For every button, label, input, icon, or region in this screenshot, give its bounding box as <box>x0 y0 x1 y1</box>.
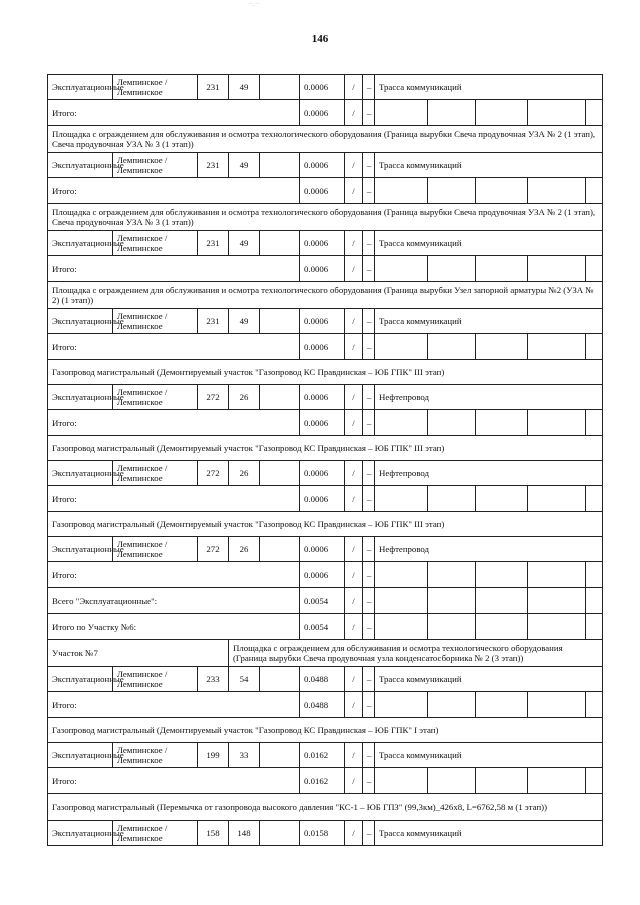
empty-cell <box>375 692 428 718</box>
dash-cell: – <box>363 768 375 794</box>
slash-cell: / <box>345 743 363 768</box>
empty-cell <box>260 537 300 562</box>
empty-cell <box>586 562 603 588</box>
area-cell: 0.0158 <box>300 821 345 846</box>
empty-cell <box>260 461 300 486</box>
data-row <box>48 537 603 562</box>
dash-cell: – <box>363 743 375 768</box>
slash-cell: / <box>345 692 363 718</box>
empty-cell <box>375 768 428 794</box>
total-label: Итого: <box>48 410 300 436</box>
empty-cell <box>260 743 300 768</box>
slash-cell: / <box>345 537 363 562</box>
category-cell: Эксплуатационные <box>48 153 113 178</box>
total-row <box>48 562 603 588</box>
slash-cell: / <box>345 486 363 512</box>
location-cell: Лемпинское / Лемпинское <box>113 537 198 562</box>
empty-cell <box>428 692 476 718</box>
section-cell: 49 <box>229 309 260 334</box>
total-row <box>48 768 603 794</box>
section-cell: 54 <box>229 667 260 692</box>
area-cell: 0.0006 <box>300 334 345 360</box>
total-row <box>48 100 603 126</box>
dash-cell: – <box>363 537 375 562</box>
slash-cell: / <box>345 385 363 410</box>
total-label: Итого: <box>48 334 300 360</box>
purpose-cell: Трасса коммуникаций <box>375 667 603 692</box>
area-cell: 0.0054 <box>300 614 345 640</box>
quarter-cell: 231 <box>198 153 229 178</box>
section-title: Площадка с ограждением для обслуживания и осмотра технологического оборудования (Граница вырубки Свеча продувочная УЗА № 2 (1 этап), Свеча продувочная УЗА № 3 (1 этап)) <box>48 126 603 153</box>
scan-noise: ˙˙·˙˙ <box>248 2 260 10</box>
empty-cell <box>260 821 300 846</box>
slash-cell: / <box>345 309 363 334</box>
total-label: Итого: <box>48 768 300 794</box>
location-cell: Лемпинское / Лемпинское <box>113 309 198 334</box>
empty-cell <box>260 231 300 256</box>
section-cell: 49 <box>229 231 260 256</box>
dash-cell: – <box>363 153 375 178</box>
location-cell: Лемпинское / Лемпинское <box>113 461 198 486</box>
category-cell: Эксплуатационные <box>48 231 113 256</box>
category-cell: Эксплуатационные <box>48 821 113 846</box>
section-cell: 49 <box>229 75 260 100</box>
location-cell: Лемпинское / Лемпинское <box>113 153 198 178</box>
dash-cell: – <box>363 461 375 486</box>
area-cell: 0.0162 <box>300 768 345 794</box>
purpose-cell: Нефтепровод <box>375 385 603 410</box>
empty-cell <box>528 178 586 204</box>
empty-cell <box>586 486 603 512</box>
category-cell: Эксплуатационные <box>48 537 113 562</box>
slash-cell: / <box>345 410 363 436</box>
purpose-cell: Трасса коммуникаций <box>375 153 603 178</box>
empty-cell <box>375 100 428 126</box>
empty-cell <box>528 256 586 282</box>
total-label: Итого: <box>48 692 300 718</box>
section-title: Газопровод магистральный (Демонтируемый участок "Газопровод КС Правдинская – ЮБ ГПК" III этап) <box>48 360 603 385</box>
section-header-row <box>48 204 603 231</box>
data-row <box>48 231 603 256</box>
dash-cell: – <box>363 562 375 588</box>
empty-cell <box>476 100 528 126</box>
empty-cell <box>528 486 586 512</box>
section-header-row <box>48 794 603 821</box>
location-cell: Лемпинское / Лемпинское <box>113 385 198 410</box>
empty-cell <box>476 692 528 718</box>
slash-cell: / <box>345 614 363 640</box>
purpose-cell: Трасса коммуникаций <box>375 75 603 100</box>
empty-cell <box>428 486 476 512</box>
quarter-cell: 158 <box>198 821 229 846</box>
empty-cell <box>586 178 603 204</box>
area-cell: 0.0054 <box>300 588 345 614</box>
section-title: Газопровод магистральный (Демонтируемый участок "Газопровод КС Правдинская – ЮБ ГПК" III этап) <box>48 436 603 461</box>
empty-cell <box>375 614 428 640</box>
empty-cell <box>528 768 586 794</box>
dash-cell: – <box>363 100 375 126</box>
area-cell: 0.0006 <box>300 256 345 282</box>
empty-cell <box>428 178 476 204</box>
area-cell: 0.0006 <box>300 231 345 256</box>
slash-cell: / <box>345 334 363 360</box>
empty-cell <box>528 588 586 614</box>
dash-cell: – <box>363 385 375 410</box>
total-row <box>48 334 603 360</box>
quarter-cell: 233 <box>198 667 229 692</box>
empty-cell <box>586 692 603 718</box>
empty-cell <box>428 588 476 614</box>
empty-cell <box>375 178 428 204</box>
slash-cell: / <box>345 461 363 486</box>
plot-header-row <box>48 640 603 667</box>
empty-cell <box>375 562 428 588</box>
empty-cell <box>476 410 528 436</box>
category-cell: Эксплуатационные <box>48 461 113 486</box>
empty-cell <box>476 486 528 512</box>
empty-cell <box>528 614 586 640</box>
purpose-cell: Трасса коммуникаций <box>375 309 603 334</box>
empty-cell <box>428 768 476 794</box>
area-cell: 0.0006 <box>300 385 345 410</box>
empty-cell <box>586 100 603 126</box>
location-cell: Лемпинское / Лемпинское <box>113 667 198 692</box>
section-cell: 33 <box>229 743 260 768</box>
empty-cell <box>260 667 300 692</box>
data-row <box>48 461 603 486</box>
area-cell: 0.0006 <box>300 75 345 100</box>
section-header-row <box>48 126 603 153</box>
area-cell: 0.0488 <box>300 667 345 692</box>
empty-cell <box>428 100 476 126</box>
empty-cell <box>586 614 603 640</box>
category-cell: Эксплуатационные <box>48 309 113 334</box>
section-header-row <box>48 512 603 537</box>
empty-cell <box>476 588 528 614</box>
empty-cell <box>375 256 428 282</box>
category-cell: Эксплуатационные <box>48 75 113 100</box>
slash-cell: / <box>345 256 363 282</box>
quarter-cell: 272 <box>198 461 229 486</box>
data-row <box>48 153 603 178</box>
dash-cell: – <box>363 309 375 334</box>
land-plot-table <box>47 74 603 846</box>
section-title: Газопровод магистральный (Демонтируемый участок "Газопровод КС Правдинская – ЮБ ГПК" III этап) <box>48 512 603 537</box>
section-title: Площадка с ограждением для обслуживания и осмотра технологического оборудования (Граница вырубки Свеча продувочная УЗА № 2 (1 этап), Свеча продувочная УЗА № 3 (1 этап)) <box>48 204 603 231</box>
empty-cell <box>528 410 586 436</box>
slash-cell: / <box>345 75 363 100</box>
dash-cell: – <box>363 334 375 360</box>
section-cell: 49 <box>229 153 260 178</box>
empty-cell <box>476 334 528 360</box>
page-number: 146 <box>311 33 329 45</box>
location-cell: Лемпинское / Лемпинское <box>113 821 198 846</box>
total-row <box>48 486 603 512</box>
total-label: Итого по Участку №6: <box>48 614 300 640</box>
total-row <box>48 614 603 640</box>
total-label: Итого: <box>48 486 300 512</box>
area-cell: 0.0006 <box>300 309 345 334</box>
data-row <box>48 75 603 100</box>
section-header-row <box>48 282 603 309</box>
empty-cell <box>375 410 428 436</box>
slash-cell: / <box>345 100 363 126</box>
total-label: Итого: <box>48 100 300 126</box>
empty-cell <box>428 256 476 282</box>
empty-cell <box>428 614 476 640</box>
purpose-cell: Нефтепровод <box>375 461 603 486</box>
total-row <box>48 410 603 436</box>
empty-cell <box>476 768 528 794</box>
area-cell: 0.0006 <box>300 100 345 126</box>
area-cell: 0.0162 <box>300 743 345 768</box>
section-title: Газопровод магистральный (Перемычка от газопровода высокого давления "КС-1 – ЮБ ГПЗ" (99,3км)_426х8, L=6762,58 м (1 этап)) <box>48 794 603 821</box>
data-row <box>48 309 603 334</box>
dash-cell: – <box>363 486 375 512</box>
section-cell: 26 <box>229 461 260 486</box>
slash-cell: / <box>345 768 363 794</box>
empty-cell <box>476 562 528 588</box>
area-cell: 0.0006 <box>300 562 345 588</box>
data-row <box>48 821 603 846</box>
dash-cell: – <box>363 75 375 100</box>
total-row <box>48 256 603 282</box>
area-cell: 0.0006 <box>300 178 345 204</box>
empty-cell <box>375 334 428 360</box>
section-header-row <box>48 436 603 461</box>
purpose-cell: Трасса коммуникаций <box>375 231 603 256</box>
empty-cell <box>260 385 300 410</box>
empty-cell <box>260 309 300 334</box>
slash-cell: / <box>345 231 363 256</box>
dash-cell: – <box>363 821 375 846</box>
slash-cell: / <box>345 153 363 178</box>
plot-label: Участок №7 <box>48 640 229 667</box>
empty-cell <box>528 334 586 360</box>
section-cell: 26 <box>229 385 260 410</box>
slash-cell: / <box>345 821 363 846</box>
empty-cell <box>476 256 528 282</box>
quarter-cell: 231 <box>198 231 229 256</box>
section-title: Газопровод магистральный (Демонтируемый участок "Газопровод КС Правдинская – ЮБ ГПК" I этап) <box>48 718 603 743</box>
empty-cell <box>476 178 528 204</box>
quarter-cell: 231 <box>198 75 229 100</box>
empty-cell <box>528 562 586 588</box>
dash-cell: – <box>363 588 375 614</box>
area-cell: 0.0006 <box>300 153 345 178</box>
location-cell: Лемпинское / Лемпинское <box>113 231 198 256</box>
empty-cell <box>260 153 300 178</box>
total-row <box>48 692 603 718</box>
plot-title: Площадка с ограждением для обслуживания и осмотра технологического оборудования (Граница вырубки Свеча продувочная узла конденсатосборника № 2 (3 этап)) <box>229 640 603 667</box>
area-cell: 0.0488 <box>300 692 345 718</box>
section-header-row <box>48 718 603 743</box>
empty-cell <box>586 410 603 436</box>
dash-cell: – <box>363 256 375 282</box>
data-row <box>48 667 603 692</box>
slash-cell: / <box>345 178 363 204</box>
dash-cell: – <box>363 614 375 640</box>
quarter-cell: 272 <box>198 537 229 562</box>
category-cell: Эксплуатационные <box>48 667 113 692</box>
empty-cell <box>375 588 428 614</box>
dash-cell: – <box>363 410 375 436</box>
location-cell: Лемпинское / Лемпинское <box>113 75 198 100</box>
purpose-cell: Трасса коммуникаций <box>375 743 603 768</box>
empty-cell <box>586 334 603 360</box>
empty-cell <box>528 100 586 126</box>
section-cell: 148 <box>229 821 260 846</box>
empty-cell <box>586 768 603 794</box>
slash-cell: / <box>345 588 363 614</box>
quarter-cell: 199 <box>198 743 229 768</box>
empty-cell <box>476 614 528 640</box>
quarter-cell: 272 <box>198 385 229 410</box>
dash-cell: – <box>363 231 375 256</box>
area-cell: 0.0006 <box>300 486 345 512</box>
area-cell: 0.0006 <box>300 537 345 562</box>
empty-cell <box>260 75 300 100</box>
purpose-cell: Трасса коммуникаций <box>375 821 603 846</box>
dash-cell: – <box>363 667 375 692</box>
category-cell: Эксплуатационные <box>48 385 113 410</box>
slash-cell: / <box>345 562 363 588</box>
section-title: Площадка с ограждением для обслуживания и осмотра технологического оборудования (Граница вырубки Узел запорной арматуры №2 (УЗА № 2) (1 этап)) <box>48 282 603 309</box>
quarter-cell: 231 <box>198 309 229 334</box>
area-cell: 0.0006 <box>300 410 345 436</box>
total-label: Итого: <box>48 178 300 204</box>
empty-cell <box>375 486 428 512</box>
empty-cell <box>428 562 476 588</box>
slash-cell: / <box>345 667 363 692</box>
total-label: Всего "Эксплуатационные": <box>48 588 300 614</box>
purpose-cell: Нефтепровод <box>375 537 603 562</box>
total-label: Итого: <box>48 256 300 282</box>
empty-cell <box>428 410 476 436</box>
area-cell: 0.0006 <box>300 461 345 486</box>
empty-cell <box>586 256 603 282</box>
total-row <box>48 588 603 614</box>
total-row <box>48 178 603 204</box>
empty-cell <box>586 588 603 614</box>
dash-cell: – <box>363 178 375 204</box>
category-cell: Эксплуатационные <box>48 743 113 768</box>
data-row <box>48 385 603 410</box>
data-row <box>48 743 603 768</box>
empty-cell <box>528 692 586 718</box>
total-label: Итого: <box>48 562 300 588</box>
dash-cell: – <box>363 692 375 718</box>
empty-cell <box>428 334 476 360</box>
section-header-row <box>48 360 603 385</box>
location-cell: Лемпинское / Лемпинское <box>113 743 198 768</box>
section-cell: 26 <box>229 537 260 562</box>
